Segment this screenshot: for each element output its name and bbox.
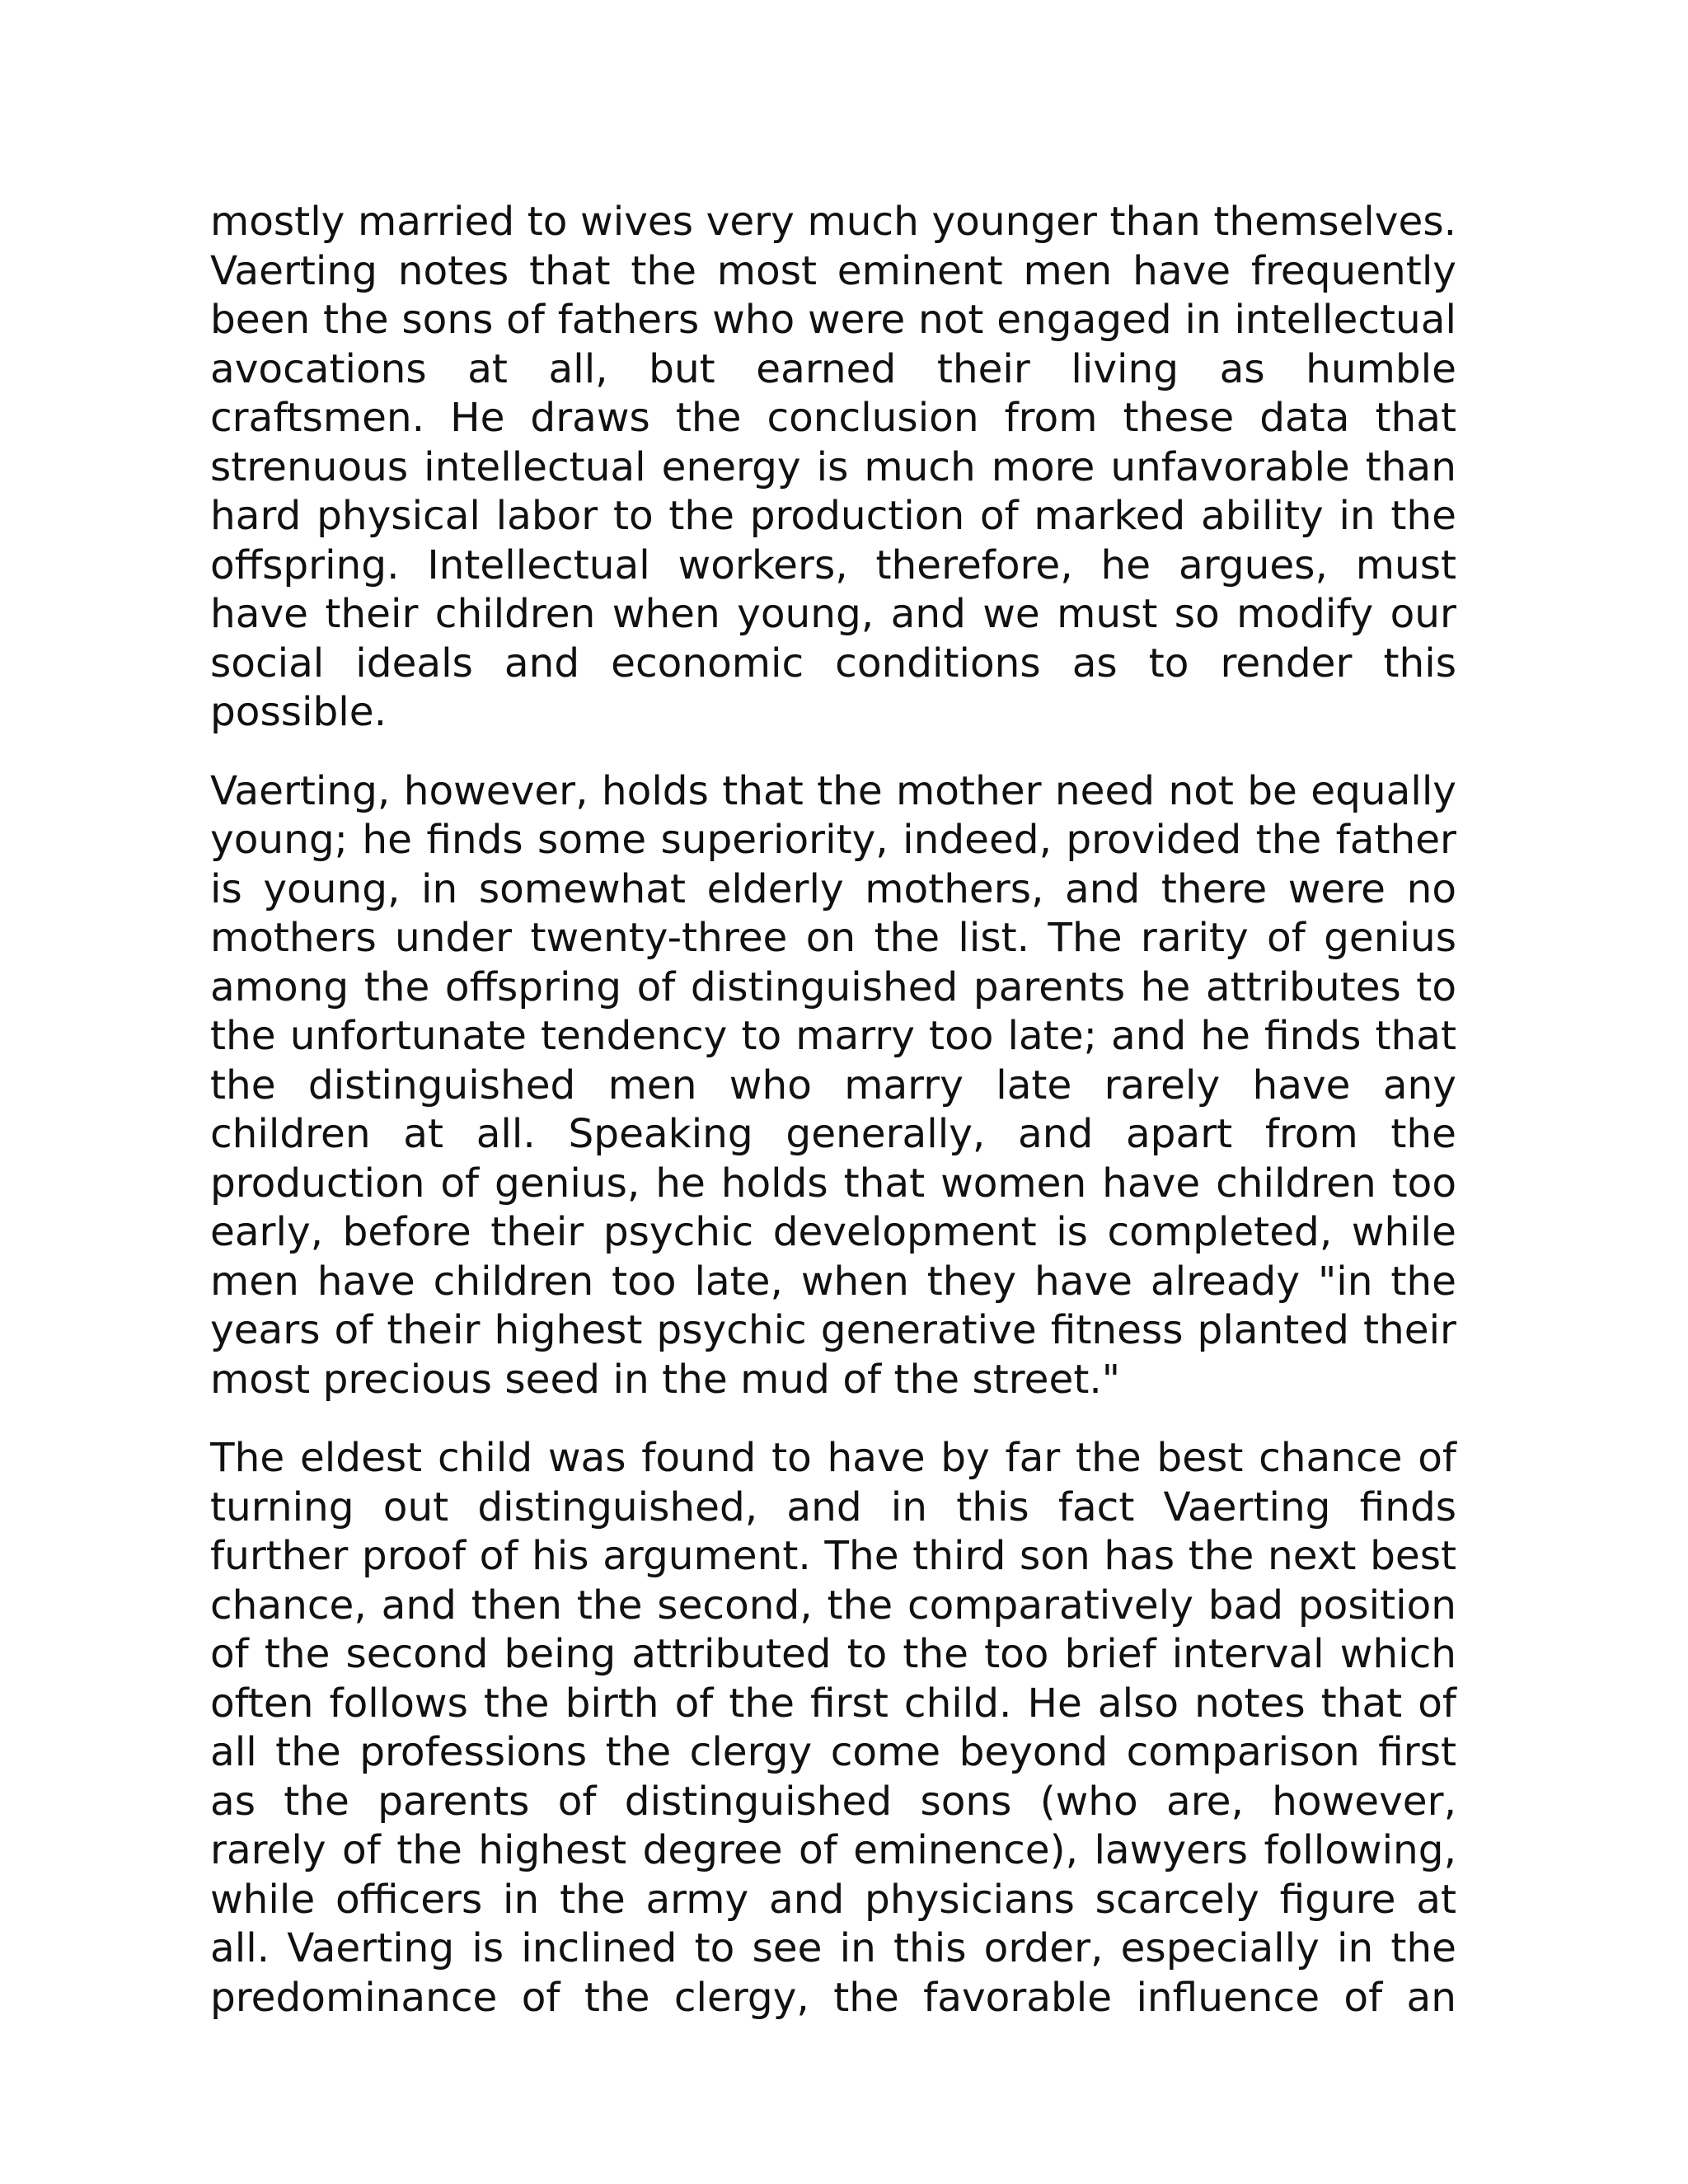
document-page <box>210 198 1456 2022</box>
paragraph-2: Vaerting, however, holds that the mother need not be equally young; he finds some superiority, indeed, provided the father is young, in somewhat elderly mothers, and there were no mothers under twenty-three on the list. The rarity of genius among the offspring of distinguished parents he attributes to the unfortunate tendency to marry too late; and he finds that the distinguished men who marry late rarely have any children at all. Speaking generally, and apart from the production of genius, he holds that women have children too early, before their psychic development is completed, while men have children too late, when they have already "in the years of their highest psychic generative fitness planted their most precious seed in the mud of the street." <box>210 767 1456 1403</box>
paragraph-3: The eldest child was found to have by far the best chance of turning out distinguished, and in this fact Vaerting finds further proof of his argument. The third son has the next best chance, and then the second, the comparatively bad position of the second being attributed to the too brief interval which often follows the birth of the first child. He also notes that of all the professions the clergy come beyond comparison first as the parents of distinguished sons (who are, however, rarely of the highest degree of eminence), lawyers following, while officers in the army and physicians scarcely figure at all. Vaerting is inclined to see in this order, especially in the predominance of the clergy, the favorable influence of an <box>210 1435 1456 2021</box>
paragraph-1: mostly married to wives very much younger than themselves. Vaerting notes that the most eminent men have frequently been the sons of fathers who were not engaged in intellectual avocations at all, but earned their living as humble craftsmen. He draws the conclusion from these data that strenuous intellectual energy is much more unfavorable than hard physical labor to the production of marked ability in the offspring. Intellectual workers, therefore, he argues, must have their children when young, and we must so modify our social ideals and economic conditions as to render this possible. <box>210 199 1456 735</box>
